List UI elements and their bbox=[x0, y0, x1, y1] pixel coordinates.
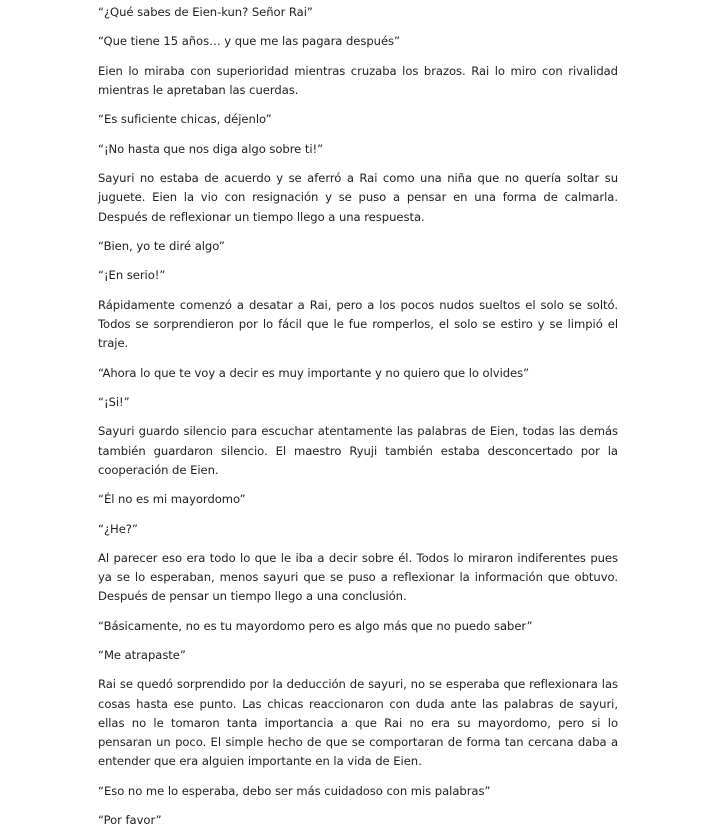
narration-paragraph: Eien lo miraba con superioridad mientras cruzaba los brazos. Rai lo miro con rivalidad mientras le apretaban las cuerdas. bbox=[98, 63, 618, 97]
dialog-line: “Él no es mi mayordomo” bbox=[98, 492, 246, 507]
narration-paragraph: Rai se quedó sorprendido por la deducción de sayuri, no se esperaba que reflexionara las cosas hasta ese punto. Las chicas reaccionaron con duda ante las palabras de sayuri, ellas no le tomaron tanta importancia a que Rai no era su mayordomo, pero si lo pensaran un poco. El simple hecho de que se comportaran de forma tan cercana daba a entender que era alguien importante en la vida de Eien. bbox=[98, 677, 618, 769]
dialog-line: “¡Si!” bbox=[98, 394, 130, 409]
dialog-line: “¡En serio!” bbox=[98, 268, 166, 283]
narration-paragraph: Rápidamente comenzó a desatar a Rai, pero a los pocos nudos sueltos el solo se soltó. Todos se sorprendieron por lo fácil que le fue romperlos, el solo se estiro y se limpió el traje. bbox=[98, 297, 618, 351]
dialog-line: “¿Qué sabes de Eien-kun? Señor Rai” bbox=[98, 5, 313, 19]
dialog-line: “Bien, yo te diré algo” bbox=[98, 238, 225, 253]
dialog-line: “Me atrapaste” bbox=[98, 648, 186, 663]
dialog-line: “Es suficiente chicas, déjenlo” bbox=[98, 112, 272, 127]
dialog-line: “Que tiene 15 años… y que me las pagara después” bbox=[98, 34, 400, 49]
narration-paragraph: Sayuri no estaba de acuerdo y se aferró a Rai como una niña que no quería soltar su juguete. Eien la vio con resignación y se puso a pensar en una forma de calmarla. Después de reflexionar un tiempo llego a una respuesta. bbox=[98, 171, 618, 224]
dialog-line: “Por favor” bbox=[98, 813, 162, 828]
dialog-line: “¿He?” bbox=[98, 521, 138, 536]
dialog-line: “¡No hasta que nos diga algo sobre ti!” bbox=[98, 141, 324, 156]
dialog-line: “Ahora lo que te voy a decir es muy importante y no quiero que lo olvides” bbox=[98, 365, 530, 380]
dialog-line: “Eso no me lo esperaba, debo ser más cuidadoso con mis palabras” bbox=[98, 783, 491, 798]
dialog-line: “Básicamente, no es tu mayordomo pero es algo más que no puedo saber” bbox=[98, 618, 533, 633]
document-page bbox=[98, 0, 618, 840]
narration-paragraph: Sayuri guardo silencio para escuchar atentamente las palabras de Eien, todas las demás también guardaron silencio. El maestro Ryuji también estaba desconcertado por la cooperación de Eien. bbox=[98, 424, 618, 477]
narration-paragraph: Al parecer eso era todo lo que le iba a decir sobre él. Todos lo miraron indiferentes pues ya se lo esperaban, menos sayuri que se puso a reflexionar la información que obtuvo. Después de pensar un tiempo llego a una conclusión. bbox=[98, 550, 618, 604]
